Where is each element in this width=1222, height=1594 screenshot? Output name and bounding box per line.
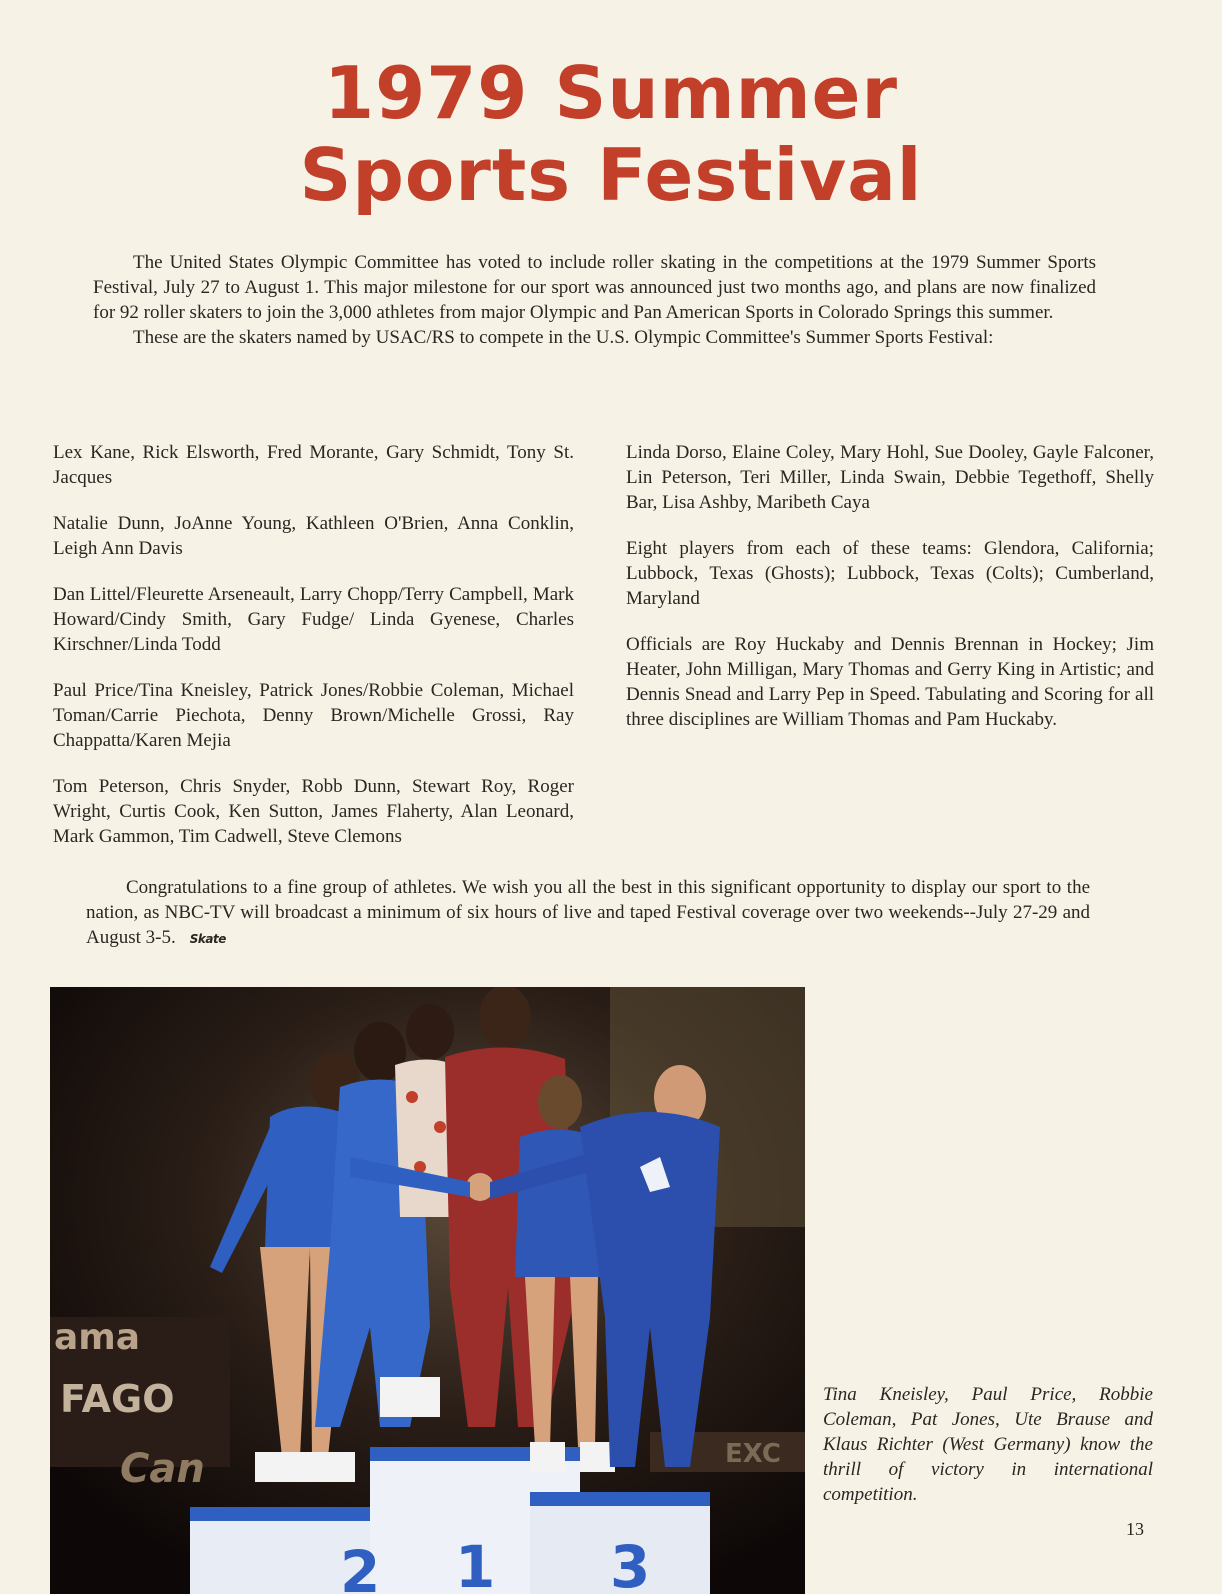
skater-group: Officials are Roy Huckaby and Dennis Brennan in Hockey; Jim Heater, John Milligan, Mary Thomas and Gerry King in Artistic; and Dennis Snead and Larry Pep in Speed. Tabulating and Scoring for all three disciplines are William Thomas and Pam Huckaby.	[626, 634, 1154, 730]
banner-text-fargo: FAGO	[60, 1377, 175, 1421]
banner-text-ama: ama	[54, 1317, 141, 1358]
congratulations-text	[86, 875, 1090, 952]
skater-group: Tom Peterson, Chris Snyder, Robb Dunn, Stewart Roy, Roger Wright, Curtis Cook, Ken Sutton, James Flaherty, Alan Leonard, Mark Gammon, Tim Cadwell, Steve Clemons	[53, 776, 574, 847]
skater-group: Lex Kane, Rick Elsworth, Fred Morante, Gary Schmidt, Tony St. Jacques	[53, 442, 574, 488]
page-title	[0, 52, 1222, 216]
title-line-2: Sports Festival	[299, 133, 923, 217]
skate-logo: Skate	[189, 932, 226, 946]
congratulations-paragraph: Congratulations to a fine group of athletes. We wish you all the best in this significant opportunity to display our sport to the nation, as NBC-TV will broadcast a minimum of six hours of live and taped Festival coverage over two weekends--July 27-29 and August 3-5.	[86, 877, 1090, 948]
skater-group: Eight players from each of these teams: Glendora, California; Lubbock, Texas (Ghosts); Lubbock, Texas (Colts); Cumberland, Maryland	[626, 538, 1154, 609]
banner-text-exc: EXC	[725, 1439, 781, 1469]
intro-paragraph: These are the skaters named by USAC/RS to compete in the U.S. Olympic Committee's Summer Sports Festival:	[133, 327, 994, 348]
skater-group: Linda Dorso, Elaine Coley, Mary Hohl, Sue Dooley, Gayle Falconer, Lin Peterson, Teri Miller, Linda Swain, Debbie Tegethoff, Shelly Bar, Lisa Ashby, Maribeth Caya	[626, 442, 1154, 513]
podium-number: 3	[610, 1533, 651, 1594]
podium-photo	[50, 987, 805, 1594]
intro-paragraph: The United States Olympic Committee has voted to include roller skating in the competitions at the 1979 Summer Sports Festival, July 27 to August 1. This major milestone for our sport was announced just two months ago, and plans are now finalized for 92 roller skaters to join the 3,000 athletes from major Olympic and Pan American Sports in Colorado Springs this summer.	[93, 252, 1096, 323]
podium-number: 2	[340, 1538, 381, 1594]
title-line-1: 1979 Summer	[324, 51, 898, 135]
podium-photo-illustration	[50, 987, 805, 1594]
podium-number: 1	[455, 1533, 496, 1594]
banner-text-can: Can	[120, 1446, 205, 1492]
intro-text	[93, 250, 1096, 350]
skater-list-left	[53, 440, 574, 870]
photo-caption: Tina Kneisley, Paul Price, Robbie Coleman, Pat Jones, Ute Brause and Klaus Richter (West Germany) know the thrill of victory in international competition.	[823, 1384, 1153, 1505]
skater-group: Paul Price/Tina Kneisley, Patrick Jones/Robbie Coleman, Michael Toman/Carrie Piechota, Denny Brown/Michelle Grossi, Ray Chappatta/Karen Mejia	[53, 680, 574, 751]
skater-list-right	[626, 440, 1154, 753]
page-number: 13	[1126, 1519, 1144, 1539]
skater-group: Natalie Dunn, JoAnne Young, Kathleen O'Brien, Anna Conklin, Leigh Ann Davis	[53, 513, 574, 559]
skater-group: Dan Littel/Fleurette Arseneault, Larry Chopp/Terry Campbell, Mark Howard/Cindy Smith, Gary Fudge/ Linda Gyenese, Charles Kirschner/Linda Todd	[53, 584, 574, 655]
